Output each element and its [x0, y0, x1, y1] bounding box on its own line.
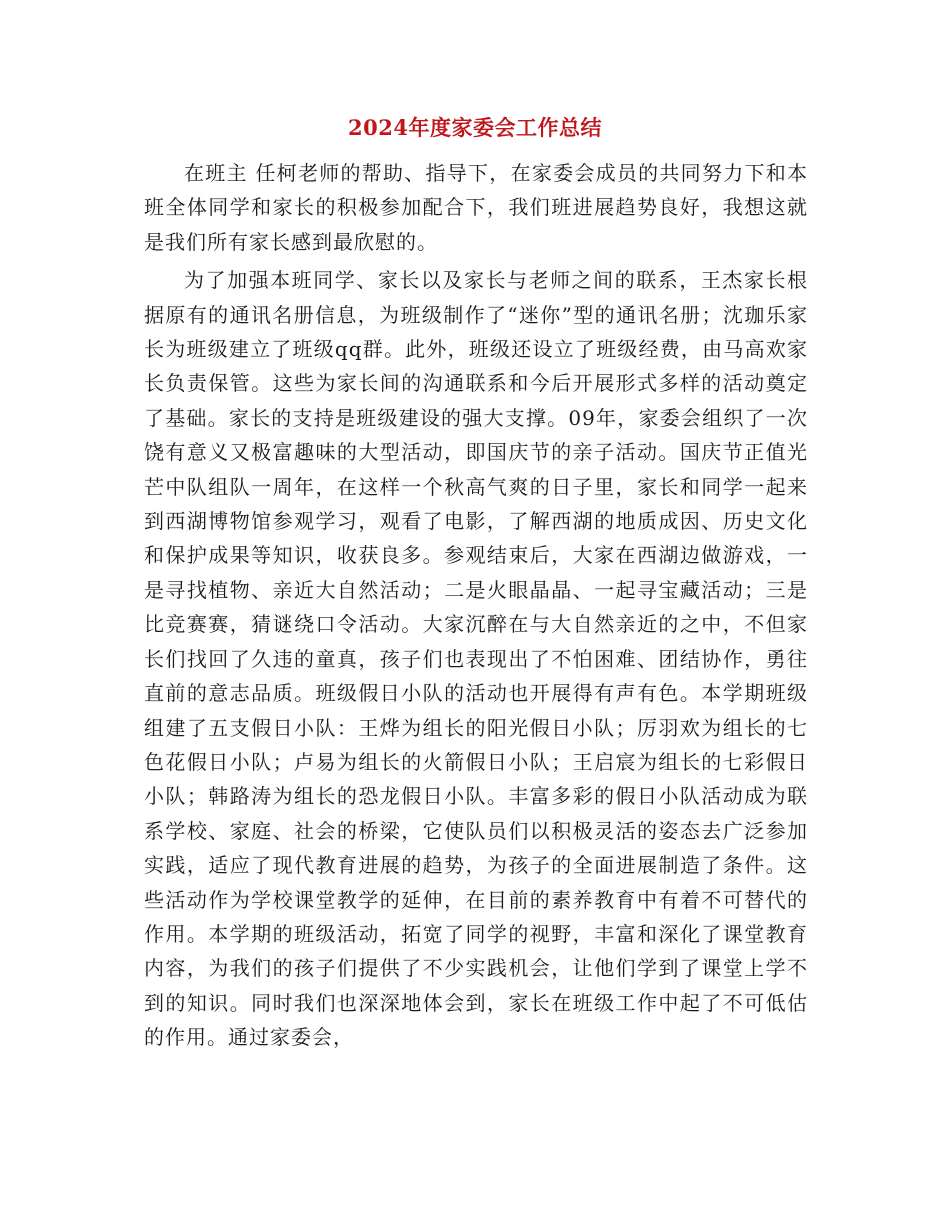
- paragraph-activities: 为了加强本班同学、家长以及家长与老师之间的联系，王杰家长根据原有的通讯名册信息，为班级制作了“迷你”型的通讯名册；沈珈乐家长为班级建立了班级qq群。此外，班级还设立了班级经费，由马高欢家长负责保管。这些为家长间的沟通联系和今后开展形式多样的活动奠定了基础。家长的支持是班级建设的强大支撑。09年，家委会组织了一次饶有意义又极富趣味的大型活动，即国庆节的亲子活动。国庆节正值光芒中队组队一周年，在这样一个秋高气爽的日子里，家长和同学一起来到西湖博物馆参观学习，观看了电影，了解西湖的地质成因、历史文化和保护成果等知识，收获良多。参观结束后，大家在西湖边做游戏，一是寻找植物、亲近大自然活动；二是火眼晶晶、一起寻宝藏活动；三是比竞赛赛，猜谜绕口令活动。大家沉醉在与大自然亲近的之中，不但家长们找回了久违的童真，孩子们也表现出了不怕困难、团结协作，勇往直前的意志品质。班级假日小队的活动也开展得有声有色。本学期班级组建了五支假日小队：王烨为组长的阳光假日小队；厉羽欢为组长的七色花假日小队；卢易为组长的火箭假日小队；王启宸为组长的七彩假日小队；韩路涛为组长的恐龙假日小队。丰富多彩的假日小队活动成为联系学校、家庭、社会的桥梁，它使队员们以积极灵活的姿态去广泛参加实践，适应了现代教育进展的趋势，为孩子的全面进展制造了条件。这些活动作为学校课堂教学的延伸，在目前的素养教育中有着不可替代的作用。本学期的班级活动，拓宽了同学的视野，丰富和深化了课堂教育内容，为我们的孩子们提供了不少实践机会，让他们学到了课堂上学不到的知识。同时我们也深深地体会到，家长在班级工作中起了不可低估的作用。通过家委会，: [144, 268, 808, 1050]
- document-body: [144, 156, 808, 1059]
- paragraph-intro: 在班主 任柯老师的帮助、指导下，在家委会成员的共同努力下和本班全体同学和家长的积极参加配合下，我们班进展趋势良好，我想这就是我们所有家长感到最欣慰的。: [144, 161, 808, 254]
- document-title: 2024年度家委会工作总结: [348, 115, 602, 140]
